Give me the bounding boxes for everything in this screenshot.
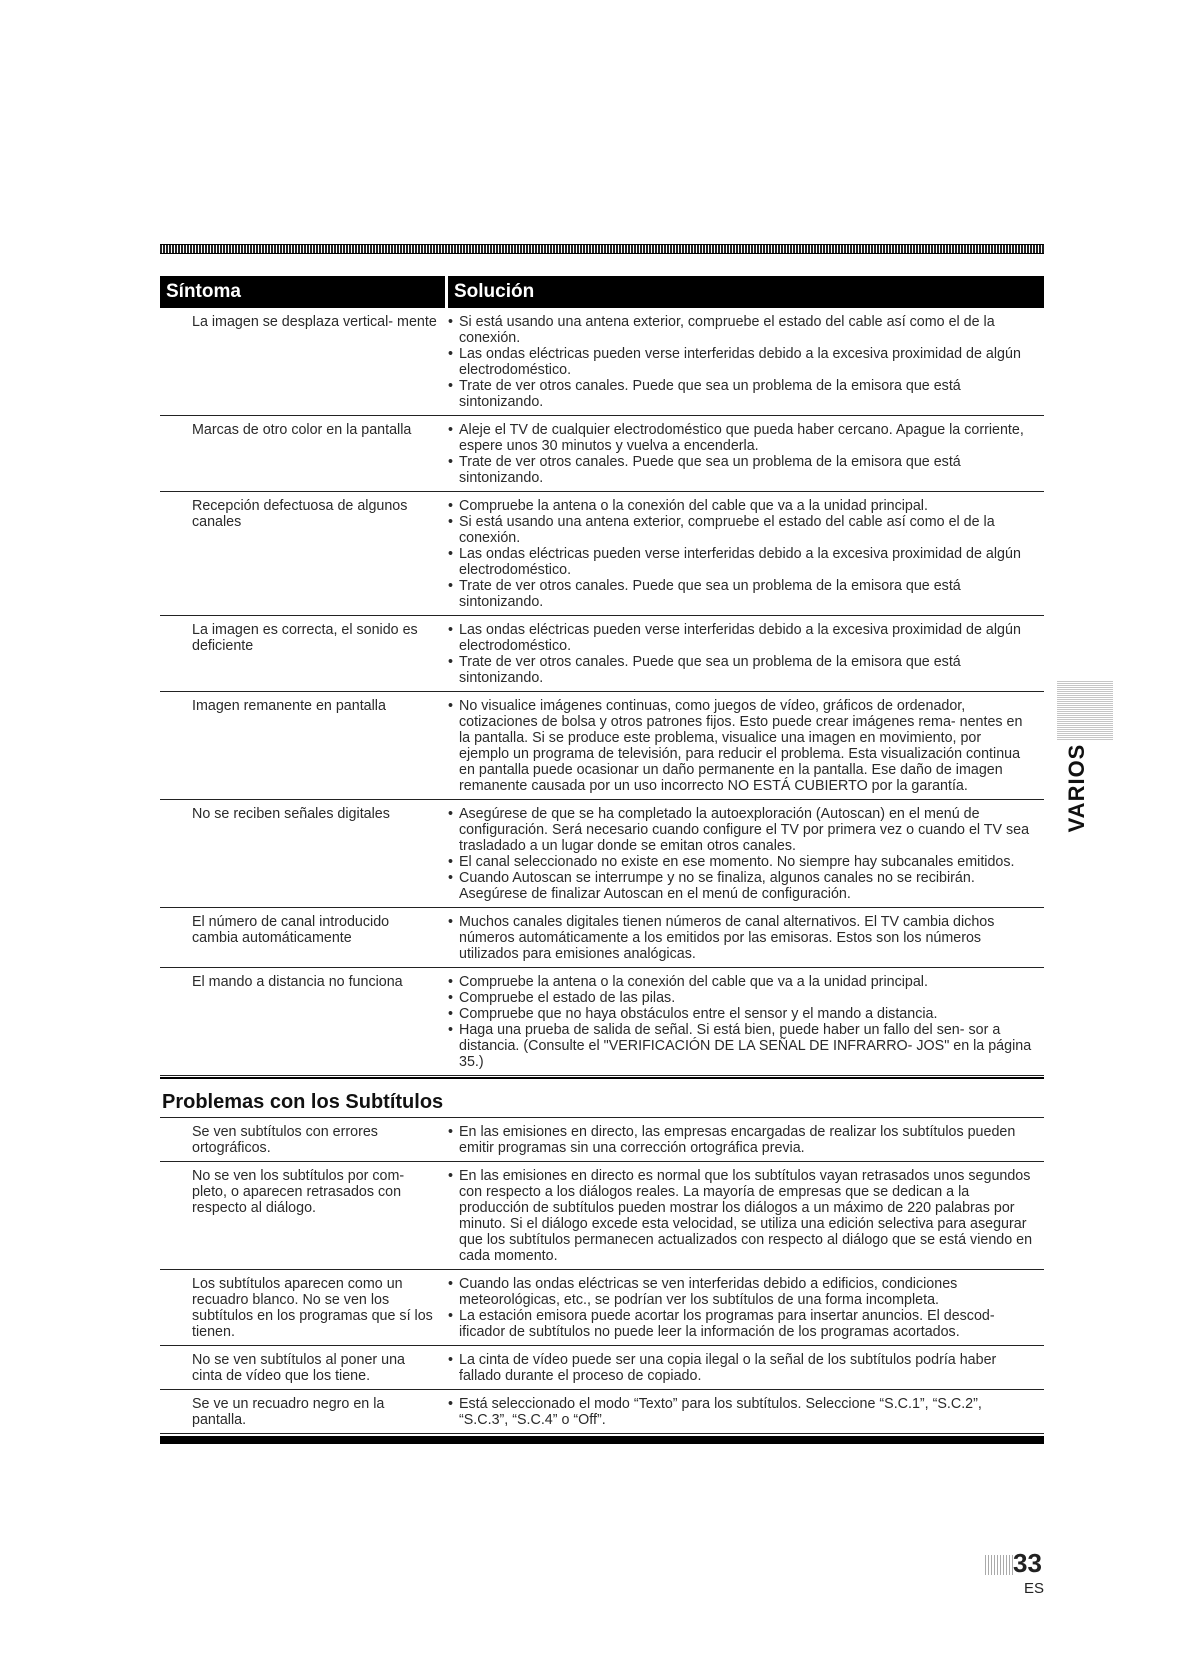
side-tab-pattern (1057, 680, 1113, 740)
table-row (160, 616, 1044, 692)
table-header (160, 276, 1044, 308)
side-tab-label: VARIOS (1064, 743, 1089, 833)
bottom-rule (160, 1436, 1044, 1444)
solution-item: • La estación emisora puede acortar los programas para insertar anuncios. El descod- ificador de subtítulos no puede leer la información de los programas acortados. (446, 1308, 1034, 1340)
table-row (160, 1346, 1044, 1390)
solution-cell (446, 314, 1044, 410)
table-row (160, 968, 1044, 1076)
symptom-cell: Se ve un recuadro negro en la pantalla. (192, 1396, 385, 1428)
solution-item: • Compruebe el estado de las pilas. (446, 990, 1034, 1006)
subtitle-rows (160, 1118, 1044, 1434)
symptom-cell: Marcas de otro color en la pantalla (192, 422, 412, 438)
table-row (160, 1270, 1044, 1346)
subtitles-section-title: Problemas con los Subtítulos (160, 1077, 1044, 1117)
symptom-cell: El número de canal introducido cambia automáticamente (192, 914, 390, 946)
table-row (160, 1390, 1044, 1434)
solution-cell (446, 1276, 1044, 1340)
solution-item: • Aleje el TV de cualquier electrodoméstico que pueda haber cercano. Apague la corriente, espere unos 30 minutos y vuelva a encenderla. (446, 422, 1034, 454)
solution-cell (446, 1124, 1044, 1156)
symptom-cell: Se ven subtítulos con errores ortográficos. (192, 1124, 378, 1156)
table-row (160, 692, 1044, 800)
symptom-cell: Imagen remanente en pantalla (192, 698, 386, 714)
symptom-cell: No se ven subtítulos al poner una cinta de vídeo que los tiene. (192, 1352, 406, 1384)
solution-item: • Las ondas eléctricas pueden verse interferidas debido a la excesiva proximidad de algún electrodoméstico. (446, 622, 1034, 654)
solution-cell (446, 974, 1044, 1070)
page-language: ES (1024, 1580, 1045, 1597)
symptom-cell: Recepción defectuosa de algunos canales (192, 498, 408, 530)
solution-item: • Compruebe la antena o la conexión del cable que va a la unidad principal. (446, 974, 1034, 990)
page-number: 33 (1013, 1548, 1042, 1578)
solution-item: • Trate de ver otros canales. Puede que sea un problema de la emisora que está sintonizando. (446, 578, 1034, 610)
solution-item: • Si está usando una antena exterior, compruebe el estado del cable así como el de la conexión. (446, 314, 1034, 346)
table-row (160, 416, 1044, 492)
symptom-cell: Los subtítulos aparecen como un recuadro blanco. No se ven los subtítulos en los programas que sí los tienen. (192, 1276, 433, 1340)
solution-cell (446, 698, 1044, 794)
table-row (160, 800, 1044, 908)
solution-item: • Trate de ver otros canales. Puede que sea un problema de la emisora que está sintonizando. (446, 654, 1034, 686)
header-symptom: Síntoma (160, 276, 445, 308)
table-row (160, 1118, 1044, 1162)
solution-item: • Las ondas eléctricas pueden verse interferidas debido a la excesiva proximidad de algún electrodoméstico. (446, 346, 1034, 378)
solution-item: • Las ondas eléctricas pueden verse interferidas debido a la excesiva proximidad de algún electrodoméstico. (446, 546, 1034, 578)
solution-cell (446, 914, 1044, 962)
solution-item: • Asegúrese de que se ha completado la autoexploración (Autoscan) en el menú de configuración. Será necesario cuando configure el TV por primera vez o cuando el TV sea trasladado a un lugar donde se emitan otros canales. (446, 806, 1034, 854)
symptom-cell: No se ven los subtítulos por com- pleto, o aparecen retrasados con respecto al diálogo. (192, 1168, 405, 1216)
solution-item: • No visualice imágenes continuas, como juegos de vídeo, gráficos de ordenador, cotizaciones de bolsa y otros patrones fijos. Esto puede crear imágenes rema- nentes en la pantalla. Si se produce este problema, visualice una imagen en movimiento, por ejemplo un programa de televisión, para reducir el problema. Esta visualización continua en pantalla puede ocasionar un daño permanente en la pantalla. Ese daño de imagen remanente causada por un uso incorrecto NO ESTÁ CUBIERTO por la garantía. (446, 698, 1034, 794)
solution-cell (446, 622, 1044, 686)
solution-cell (446, 422, 1044, 486)
solution-item: • La cinta de vídeo puede ser una copia ilegal o la señal de los subtítulos podría haber fallado durante el proceso de copiado. (446, 1352, 1034, 1384)
solution-item: • Está seleccionado el modo “Texto” para los subtítulos. Seleccione “S.C.1”, “S.C.2”, “S.C.3”, “S.C.4” o “Off”. (446, 1396, 1034, 1428)
solution-item: • En las emisiones en directo es normal que los subtítulos vayan retrasados unos segundos con respecto a los diálogos reales. La mayoría de empresas que se dedican a la producción de subtítulos pueden mostrar los diálogos a un máximo de 220 palabras por minuto. Si el diálogo excede esta velocidad, se utiliza una edición selectiva para asegurar que los subtítulos permanecen actualizados con respecto al diálogo que se está viendo en cada momento. (446, 1168, 1034, 1264)
solution-item: • Compruebe que no haya obstáculos entre el sensor y el mando a distancia. (446, 1006, 1034, 1022)
solution-cell (446, 1352, 1044, 1384)
solution-item: • El canal seleccionado no existe en ese momento. No siempre hay subcanales emitidos. (446, 854, 1034, 870)
main-rows (160, 308, 1044, 1076)
symptom-cell: La imagen es correcta, el sonido es deficiente (192, 622, 418, 654)
header-solution: Solución (448, 276, 1044, 308)
solution-cell (446, 498, 1044, 610)
solution-item: • Cuando Autoscan se interrumpe y no se finaliza, algunos canales no se recibirán. Asegúrese de finalizar Autoscan en el menú de configuración. (446, 870, 1034, 902)
table-row (160, 492, 1044, 616)
table-row (160, 1162, 1044, 1270)
solution-item: • En las emisiones en directo, las empresas encargadas de realizar los subtítulos pueden emitir programas sin una corrección ortográfica previa. (446, 1124, 1034, 1156)
symptom-cell: La imagen se desplaza vertical- mente (192, 314, 437, 330)
page-number-decoration (985, 1555, 1015, 1575)
solution-item: • Cuando las ondas eléctricas se ven interferidas debido a edificios, condiciones meteorológicas, etc., se podrían ver los subtítulos de una forma incompleta. (446, 1276, 1034, 1308)
table-row (160, 308, 1044, 416)
symptom-cell: No se reciben señales digitales (192, 806, 390, 822)
troubleshooting-table (160, 276, 1044, 1444)
solution-item: • Si está usando una antena exterior, compruebe el estado del cable así como el de la conexión. (446, 514, 1034, 546)
solution-item: • Haga una prueba de salida de señal. Si está bien, puede haber un fallo del sen- sor a distancia. (Consulte el "VERIFICACIÓN DE LA SEÑAL DE INFRARRO- JOS" en la página 35.) (446, 1022, 1034, 1070)
symptom-cell: El mando a distancia no funciona (192, 974, 403, 990)
solution-item: • Muchos canales digitales tienen números de canal alternativos. El TV cambia dichos números automáticamente a los emitidos por las emisoras. Estos son los números utilizados para emisiones analógicas. (446, 914, 1034, 962)
solution-item: • Trate de ver otros canales. Puede que sea un problema de la emisora que está sintonizando. (446, 378, 1034, 410)
solution-cell (446, 1168, 1044, 1264)
solution-item: • Compruebe la antena o la conexión del cable que va a la unidad principal. (446, 498, 1034, 514)
solution-item: • Trate de ver otros canales. Puede que sea un problema de la emisora que está sintonizando. (446, 454, 1034, 486)
table-row (160, 908, 1044, 968)
solution-cell (446, 1396, 1044, 1428)
top-decorative-rule (160, 244, 1044, 254)
solution-cell (446, 806, 1044, 902)
